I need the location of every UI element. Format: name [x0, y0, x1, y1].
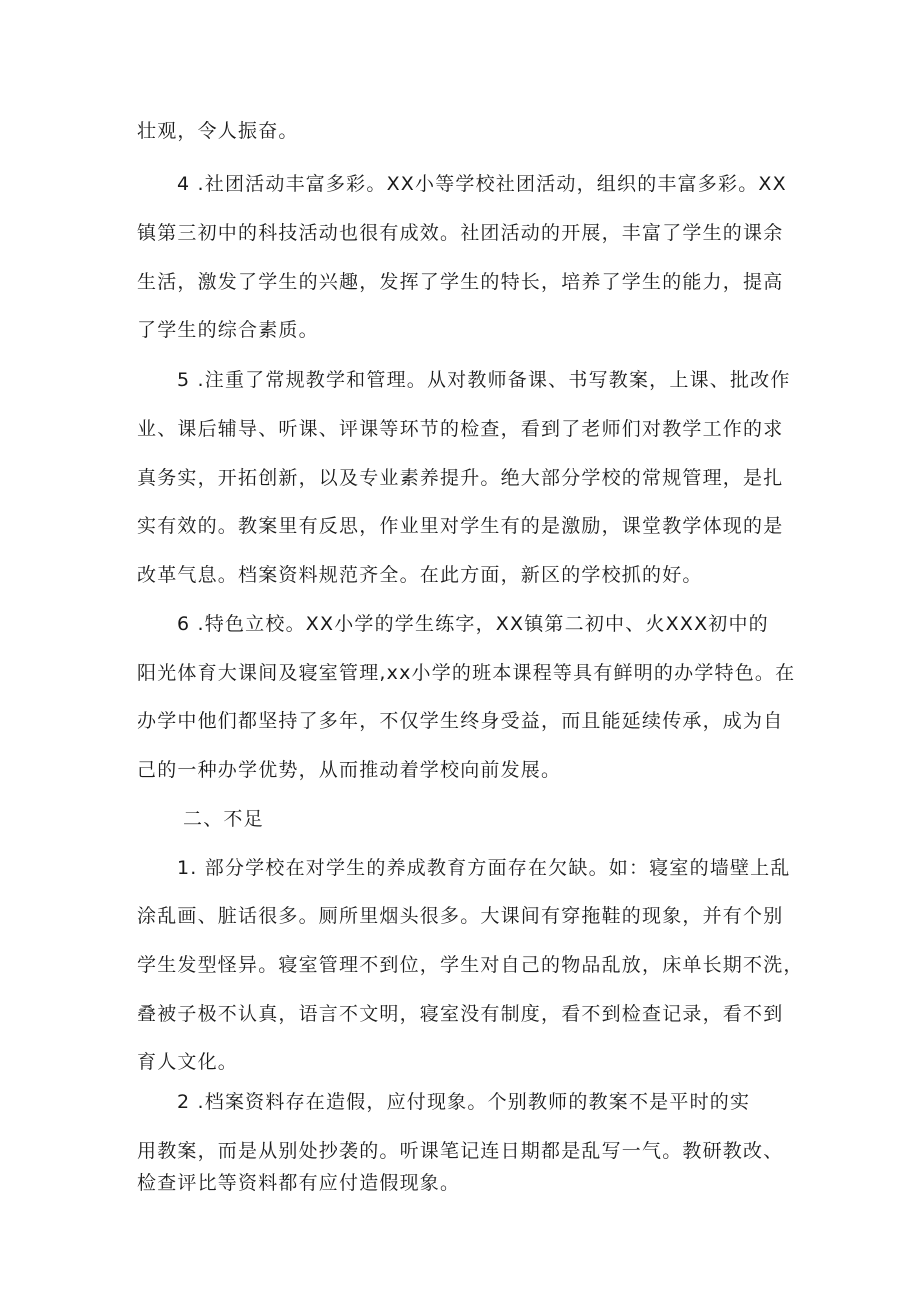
text-line: 生活，激发了学生的兴趣，发挥了学生的特长，培养了学生的能力，提高: [137, 271, 784, 293]
text-line: 改革气息。档案资料规范齐全。在此方面，新区的学校抓的好。: [137, 564, 703, 586]
text-line: 涂乱画、脏话很多。厕所里烟头很多。大课间有穿拖鞋的现象，并有个别: [137, 905, 784, 927]
text-line: 2 .档案资料存在造假，应付现象。个别教师的教案不是平时的实: [177, 1091, 751, 1113]
text-line: 检查评比等资料都有应付造假现象。: [137, 1172, 461, 1194]
text-line: 实有效的。教案里有反思，作业里对学生有的是激励，课堂教学体现的是: [137, 515, 784, 537]
text-line: 壮观，令人振奋。: [137, 120, 299, 142]
text-line: 阳光体育大课间及寝室管理,xx小学的班本课程等具有鲜明的办学特色。在: [137, 662, 796, 684]
text-line: 用教案，而是从别处抄袭的。听课笔记连日期都是乱写一气。教研教改、: [137, 1140, 784, 1162]
text-line: 6 .特色立校。XX小学的学生练字，XX镇第二初中、火XXX初中的: [177, 613, 769, 635]
text-line: 叠被子极不认真，语言不文明，寝室没有制度，看不到检查记录，看不到: [137, 1003, 784, 1025]
text-line: 4 .社团活动丰富多彩。XX小等学校社团活动，组织的丰富多彩。XX: [177, 173, 787, 195]
text-line: 1. 部分学校在对学生的养成教育方面存在欠缺。如：寝室的墙壁上乱: [177, 857, 791, 879]
text-line: 了学生的综合素质。: [137, 319, 319, 341]
text-line: 5 .注重了常规教学和管理。从对教师备课、书写教案，上课、批改作: [177, 369, 791, 391]
text-line: 育人文化。: [137, 1051, 239, 1073]
text-line: 办学中他们都坚持了多年，不仅学生终身受益，而且能延续传承，成为自: [137, 710, 784, 732]
text-line: 真务实，开拓创新，以及专业素养提升。绝大部分学校的常规管理，是扎: [137, 467, 784, 489]
text-line: 业、课后辅导、听课、评课等环节的检查，看到了老师们对教学工作的求: [137, 418, 784, 440]
text-line: 镇第三初中的科技活动也很有成效。社团活动的开展，丰富了学生的课余: [137, 222, 784, 244]
section-heading: 二、不足: [183, 808, 264, 830]
text-line: 己的一种办学优势，从而推动着学校向前发展。: [137, 759, 562, 781]
text-line: 学生发型怪异。寝室管理不到位，学生对自己的物品乱放，床单长期不洗，: [137, 954, 804, 976]
